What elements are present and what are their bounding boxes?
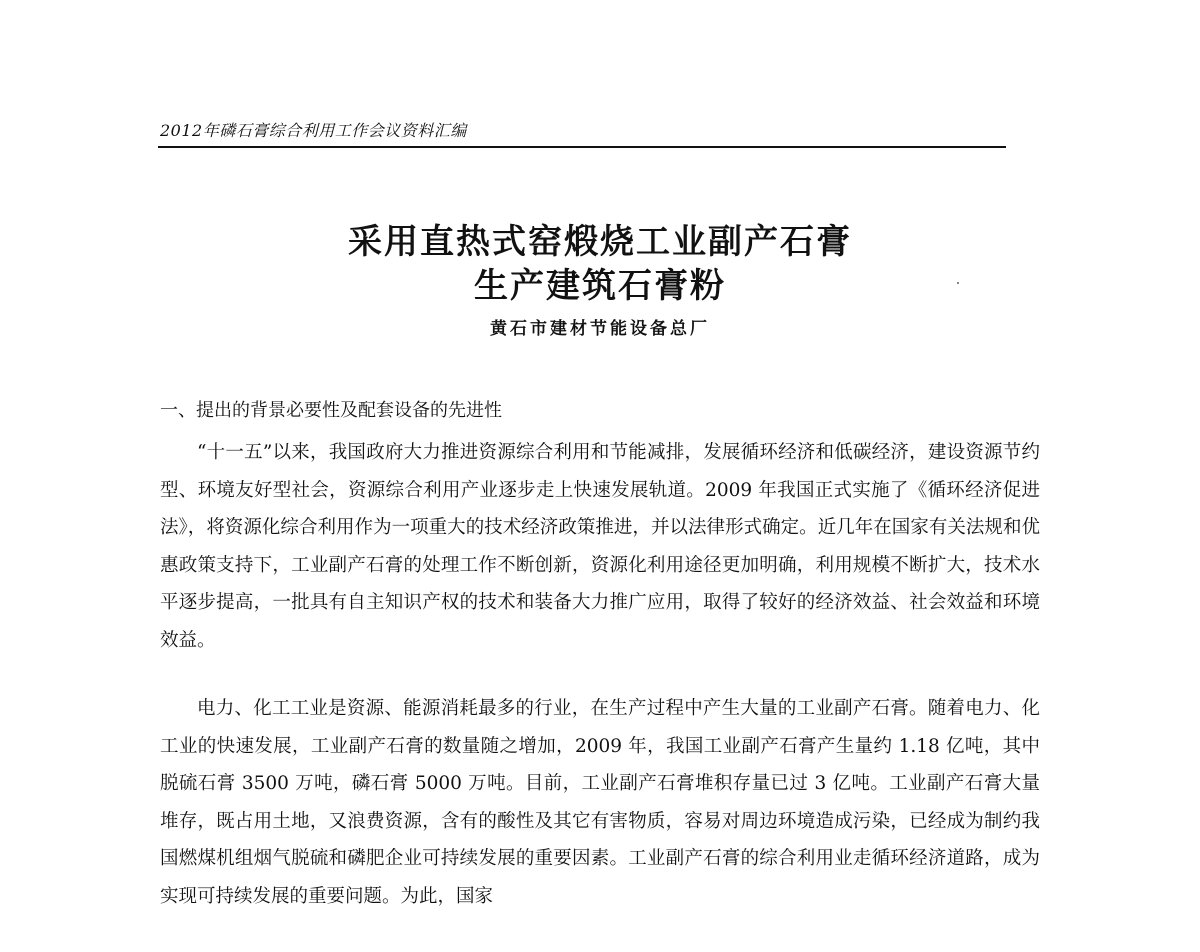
header-rule [158,146,1006,148]
article-title-line-2: 生产建筑石膏粉 [474,266,726,306]
scan-speck [957,282,959,284]
article-title-line-1: 采用直热式窑煅烧工业副产石膏 [348,222,852,262]
author-affiliation: 黄石市建材节能设备总厂 [490,319,710,339]
body-paragraph-1: “十一五”以来，我国政府大力推进资源综合利用和节能减排，发展循环经济和低碳经济，建设资源节约型、环境友好型社会，资源综合利用产业逐步走上快速发展轨道。2009 年我国正式实施了《循环经济促进法》，将资源化综合利用作为一项重大的技术经济政策推进，并以法律形式确定。近几年在国家有关法规和优惠政策支持下，工业副产石膏的处理工作不断创新，资源化利用途径更加明确，利用规模不断扩大，技术水平逐步提高，一批具有自主知识产权的技术和装备大力推广应用，取得了较好的经济效益、社会效益和环境效益。 [160,442,1040,651]
section-heading: 一、提出的背景必要性及配套设备的先进性 [160,400,502,421]
body-paragraph-2: 电力、化工工业是资源、能源消耗最多的行业，在生产过程中产生大量的工业副产石膏。随着电力、化工业的快速发展，工业副产石膏的数量随之增加，2009 年，我国工业副产石膏产生量约 1.18 亿吨，其中脱硫石膏 3500 万吨，磷石膏 5000 万吨。目前，工业副产石膏堆积存量已过 3 亿吨。工业副产石膏大量堆存，既占用土地，又浪费资源，含有的酸性及其它有害物质，容易对周边环境造成污染，已经成为制约我国燃煤机组烟气脱硫和磷肥企业可持续发展的重要因素。工业副产石膏的综合利用业走循环经济道路，成为实现可持续发展的重要问题。为此，国家 [160,698,1040,907]
running-header: 2012年磷石膏综合利用工作会议资料汇编 [160,121,467,140]
